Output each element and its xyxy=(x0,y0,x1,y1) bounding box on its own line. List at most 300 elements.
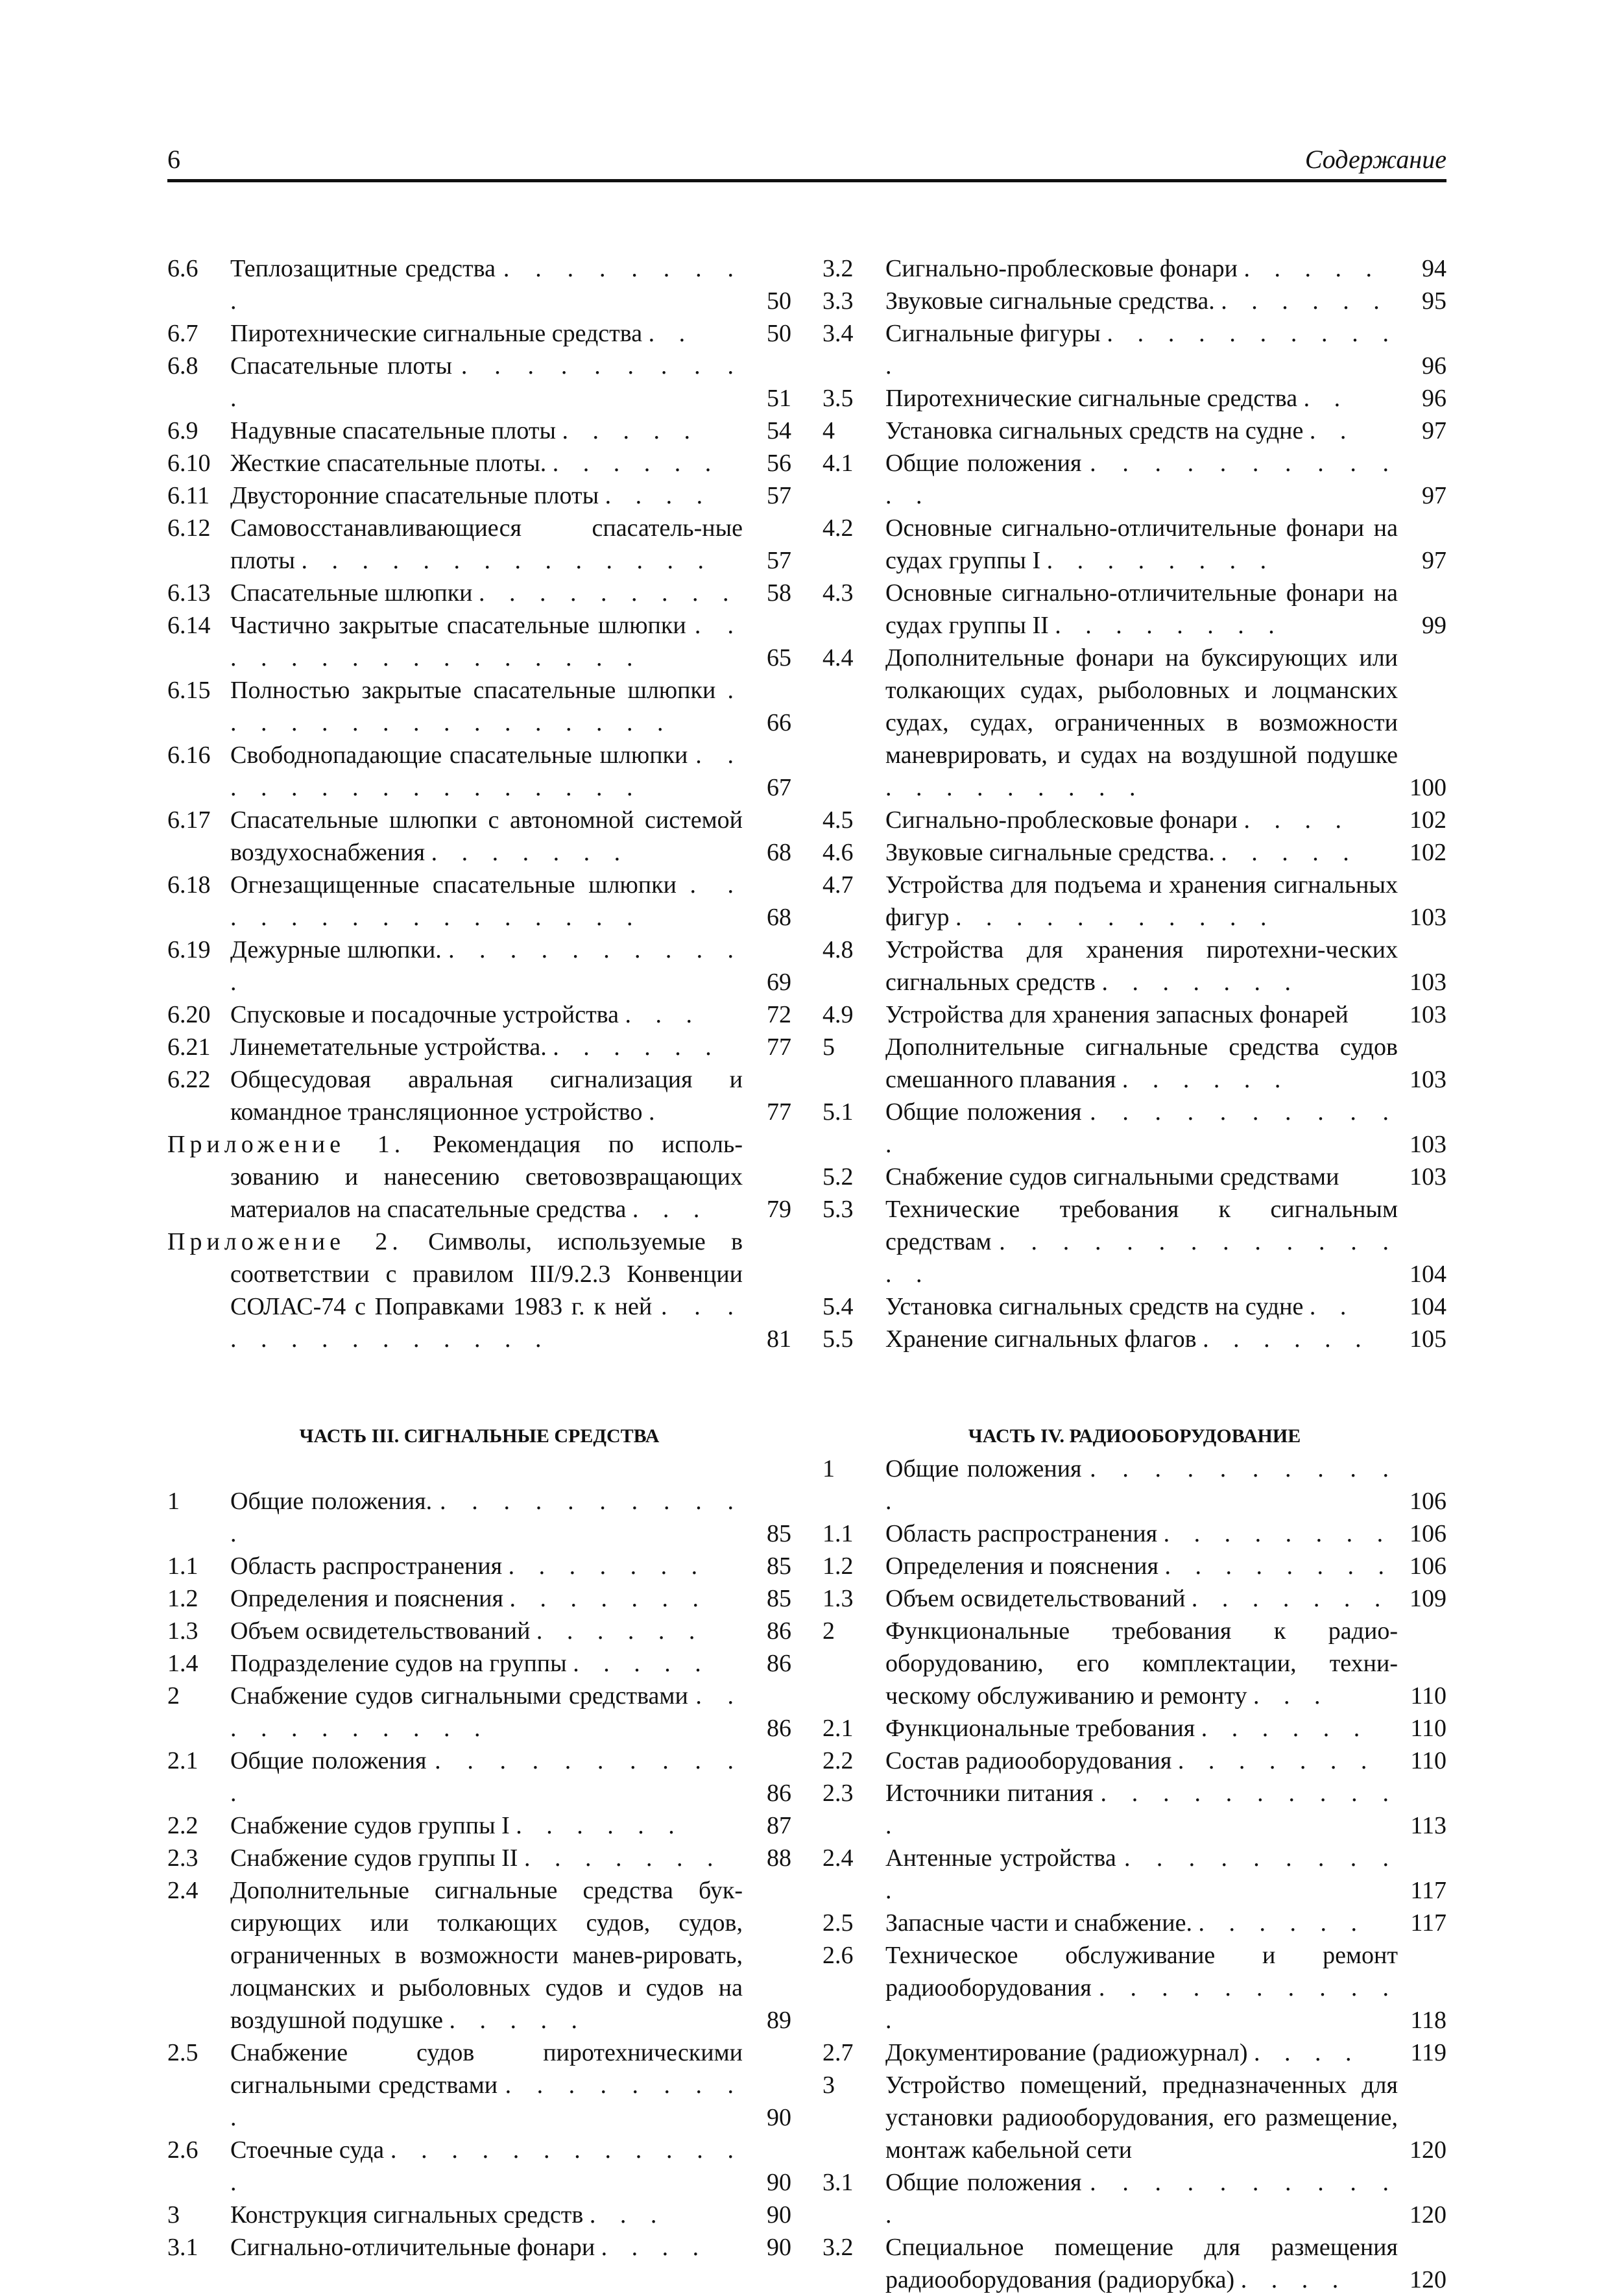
toc-title: Общие положения xyxy=(885,450,1082,477)
toc-page: 65 xyxy=(767,644,791,671)
toc-number: 5.2 xyxy=(822,1163,854,1190)
toc-number: 4.9 xyxy=(822,1001,854,1028)
toc-number: 4.2 xyxy=(822,514,854,542)
toc-number: 6.15 xyxy=(167,677,211,704)
toc-title-line xyxy=(230,1680,743,1745)
leader-dots: . . . . . . . . . . . xyxy=(885,2169,1398,2229)
toc-entry[interactable] xyxy=(167,739,791,804)
toc-number: 3.1 xyxy=(822,2169,854,2196)
toc-title-line xyxy=(885,1582,1398,1615)
toc-title: Снабжение судов сигнальными средствами xyxy=(230,1682,688,1710)
toc-title: Полностью закрытые спасательные шлюпки xyxy=(230,677,716,704)
leader-dots: . . . . . . . . . xyxy=(479,579,738,607)
leader-dots: . . . . . . . . . . . . . . . . xyxy=(230,871,743,931)
toc-entry[interactable] xyxy=(167,1680,791,1745)
toc-entry[interactable] xyxy=(167,674,791,739)
leader-dots: . . . . . . . xyxy=(509,1585,708,1612)
toc-number: 6.13 xyxy=(167,579,211,607)
toc-page: 90 xyxy=(767,2201,791,2229)
spacer xyxy=(167,1453,791,1485)
toc-title: Свободнопадающие спасательные шлюпки xyxy=(230,742,688,769)
toc-title: Специальное помещение для размещения радиооборудования (радиорубка) xyxy=(885,2234,1398,2293)
toc-title-line xyxy=(230,2231,743,2264)
toc-entry[interactable] xyxy=(167,869,791,934)
toc-number: 2.5 xyxy=(167,2039,198,2066)
toc-number: 2.1 xyxy=(822,1715,854,1742)
toc-page: 110 xyxy=(1410,1715,1446,1742)
toc-title: Источники питания xyxy=(885,1780,1094,1807)
toc-title: Определения и пояснения xyxy=(885,1553,1158,1580)
toc-title-line xyxy=(885,317,1398,382)
toc-list-part3 xyxy=(167,1485,791,2264)
toc-page: 81 xyxy=(767,1325,791,1353)
toc-title-line xyxy=(230,869,743,934)
toc-page: 119 xyxy=(1410,2039,1446,2066)
toc-page: 86 xyxy=(767,1715,791,1742)
toc-title: Дополнительные фонари на буксирующих или толкающих судах, рыболовных и лоцманских судах, судах, ограниченных в возможности маневрировать, и судах на воздушной подушке xyxy=(885,644,1398,769)
toc-number: 3.4 xyxy=(822,320,854,347)
leader-dots: . . . . xyxy=(1254,2039,1361,2066)
toc-title: Общие положения xyxy=(885,2169,1082,2196)
toc-page: 104 xyxy=(1410,1261,1446,1288)
toc-page: 72 xyxy=(767,1001,791,1028)
toc-entry[interactable] xyxy=(822,1161,1446,1193)
leader-dots: . . . . . xyxy=(449,2007,586,2034)
toc-title: Установка сигнальных средств на судне xyxy=(885,1293,1304,1320)
toc-title: Снабжение судов пиротехническими сигнальными средствами xyxy=(230,2039,743,2099)
toc-page: 103 xyxy=(1410,1163,1446,1190)
toc-entry[interactable] xyxy=(822,447,1446,512)
leader-dots: . . . . . xyxy=(1243,255,1381,282)
leader-dots: . . . . . . . xyxy=(1191,1585,1390,1612)
leader-dots: . . . . . . . xyxy=(523,1844,723,1872)
toc-title: Технические требования к сигнальным средствам xyxy=(885,1196,1398,1255)
toc-title: Общесудовая авральная сигнализация и командное трансляционное устройство xyxy=(230,1066,743,1126)
toc-title-line xyxy=(230,998,743,1031)
toc-title: Сигнальные фигуры xyxy=(885,320,1101,347)
toc-page: 97 xyxy=(1422,482,1446,509)
toc-title-line xyxy=(885,285,1398,317)
toc-number: 6.19 xyxy=(167,936,211,963)
toc-page: 86 xyxy=(767,1617,791,1645)
toc-number: 3.1 xyxy=(167,2234,198,2261)
toc-title-line xyxy=(230,252,743,317)
toc-page: 90 xyxy=(767,2234,791,2261)
toc-title: Теплозащитные средства xyxy=(230,255,496,282)
toc-number: 2.2 xyxy=(167,1812,198,1839)
toc-title-line xyxy=(885,2036,1398,2069)
toc-title: Снабжение судов группы I xyxy=(230,1812,510,1839)
toc-number: 1.2 xyxy=(167,1585,198,1612)
page-number: 6 xyxy=(167,145,180,174)
toc-title: Снабжение судов группы II xyxy=(230,1844,518,1872)
toc-number: 6.8 xyxy=(167,352,198,380)
toc-number: 4.1 xyxy=(822,450,854,477)
toc-entry[interactable] xyxy=(822,1323,1446,1355)
toc-entry[interactable] xyxy=(167,1809,791,1842)
toc-title-line xyxy=(885,2166,1398,2231)
toc-column-left xyxy=(167,252,791,2264)
toc-entry[interactable] xyxy=(822,1712,1446,1745)
toc-entry[interactable] xyxy=(822,869,1446,934)
toc-entry[interactable] xyxy=(822,934,1446,998)
toc-title: Подразделение судов на группы xyxy=(230,1650,567,1677)
toc-entry[interactable] xyxy=(822,317,1446,382)
toc-number: 1.3 xyxy=(167,1617,198,1645)
leader-dots: . . . . . . xyxy=(1203,1325,1371,1353)
toc-number: 2.6 xyxy=(167,2136,198,2164)
running-header xyxy=(167,141,1446,178)
toc-title: Звуковые сигнальные средства. xyxy=(885,839,1215,866)
toc-entry[interactable] xyxy=(822,998,1446,1031)
leader-dots: . . . . . . . . . . . . . xyxy=(230,2136,743,2196)
toc-entry[interactable] xyxy=(822,2069,1446,2166)
toc-entry[interactable] xyxy=(167,1647,791,1680)
toc-title: Объем освидетельствований xyxy=(885,1585,1186,1612)
toc-entry[interactable] xyxy=(167,1842,791,1874)
toc-title: Основные сигнально-отличительные фонари на судах группы II xyxy=(885,579,1398,639)
toc-entry[interactable] xyxy=(167,1063,791,1128)
toc-title-line xyxy=(230,1874,743,2036)
toc-page: 94 xyxy=(1422,255,1446,282)
toc-entry[interactable] xyxy=(822,2036,1446,2069)
toc-title-line xyxy=(885,1323,1398,1355)
toc-entry[interactable] xyxy=(822,577,1446,642)
toc-title: Спасательные плоты xyxy=(230,352,453,380)
toc-title: Самовосстанавливающиеся спасатель-ные плоты xyxy=(230,514,743,574)
toc-title: Звуковые сигнальные средства. xyxy=(885,287,1215,315)
toc-number: 5.5 xyxy=(822,1325,854,1353)
toc-title-line xyxy=(230,2036,743,2134)
toc-title: Объем освидетельствований xyxy=(230,1617,531,1645)
toc-entry[interactable] xyxy=(822,1907,1446,1939)
toc-title: Надувные спасательные плоты xyxy=(230,417,557,444)
toc-page: 57 xyxy=(767,482,791,509)
toc-title-line xyxy=(885,1842,1398,1907)
toc-entry-appendix-1[interactable] xyxy=(167,1128,791,1226)
leader-dots: . . . . . . . . . . . xyxy=(230,1488,743,1547)
toc-entry[interactable] xyxy=(822,1517,1446,1550)
toc-title-line xyxy=(230,1647,743,1680)
toc-title-line xyxy=(885,804,1398,836)
toc-title: Общие положения xyxy=(885,1455,1082,1482)
toc-entry[interactable] xyxy=(822,1582,1446,1615)
toc-title-line xyxy=(230,1809,743,1842)
toc-page: 90 xyxy=(767,2169,791,2196)
toc-title-line xyxy=(230,415,743,447)
part-title-3: ЧАСТЬ III. СИГНАЛЬНЫЕ СРЕДСТВА xyxy=(299,1425,660,1447)
leader-dots: . . . . . . . xyxy=(1101,969,1300,996)
toc-title-line xyxy=(230,317,743,350)
toc-entry[interactable] xyxy=(822,285,1446,317)
leader-dots: . . . . . . xyxy=(1122,1066,1290,1093)
toc-number: 4.4 xyxy=(822,644,854,671)
toc-page: 87 xyxy=(767,1812,791,1839)
toc-entry[interactable] xyxy=(167,609,791,674)
leader-dots: . . . . . . . . . . . xyxy=(230,936,743,996)
toc-title-line xyxy=(885,2069,1398,2166)
toc-title-line xyxy=(885,1096,1398,1161)
toc-title: Стоечные суда xyxy=(230,2136,385,2164)
toc-title: Жесткие спасательные плоты. xyxy=(230,450,547,477)
toc-entry[interactable] xyxy=(822,1096,1446,1161)
toc-page: 95 xyxy=(1422,287,1446,315)
toc-number: 2.4 xyxy=(167,1877,198,1904)
toc-page: 68 xyxy=(767,904,791,931)
toc-entry[interactable] xyxy=(822,1615,1446,1712)
toc-page: 97 xyxy=(1422,417,1446,444)
toc-number: 4.3 xyxy=(822,579,854,607)
toc-title: Область распространения xyxy=(885,1520,1158,1547)
toc-entry[interactable] xyxy=(822,804,1446,836)
header-rule xyxy=(167,179,1446,182)
toc-page: 96 xyxy=(1422,352,1446,380)
toc-page: 113 xyxy=(1410,1812,1446,1839)
leader-dots: . . . . . . xyxy=(516,1812,684,1839)
toc-entry[interactable] xyxy=(167,415,791,447)
toc-title: Частично закрытые спасательные шлюпки xyxy=(230,612,686,639)
toc-title-line xyxy=(230,804,743,869)
leader-dots: . . . . . . xyxy=(553,1033,721,1061)
toc-entry[interactable] xyxy=(167,2199,791,2231)
toc-title-line xyxy=(885,1290,1398,1323)
toc-number: 6.11 xyxy=(167,482,210,509)
leader-dots: . . . . . . . . . . . xyxy=(885,1780,1398,1839)
toc-number: 6.9 xyxy=(167,417,198,444)
toc-title: Антенные устройства xyxy=(885,1844,1116,1872)
leader-dots: . . . . . . xyxy=(1201,1715,1369,1742)
toc-entry[interactable] xyxy=(167,2231,791,2264)
leader-dots: . . . . . . . . . . . . . . xyxy=(301,547,713,574)
toc-number: 6.16 xyxy=(167,742,211,769)
leader-dots: . . . . . . . . . . . . . . . . xyxy=(230,742,743,801)
part-title-4: ЧАСТЬ IV. РАДИООБОРУДОВАНИЕ xyxy=(968,1425,1301,1447)
toc-page: 57 xyxy=(767,547,791,574)
toc-title-line xyxy=(885,512,1398,577)
toc-entry[interactable] xyxy=(822,1193,1446,1290)
toc-title-line xyxy=(230,350,743,415)
leader-dots: . xyxy=(648,1098,664,1126)
toc-title-line xyxy=(885,1550,1398,1582)
toc-entry[interactable] xyxy=(167,512,791,577)
toc-title-line xyxy=(230,2134,743,2199)
toc-entry[interactable] xyxy=(167,998,791,1031)
toc-entry[interactable] xyxy=(167,447,791,479)
appendix-label: Приложение 2. xyxy=(167,1228,403,1255)
toc-number: 3 xyxy=(167,2201,180,2229)
toc-entry[interactable] xyxy=(822,1290,1446,1323)
toc-entry[interactable] xyxy=(167,317,791,350)
toc-entry[interactable] xyxy=(822,1550,1446,1582)
toc-title-line xyxy=(885,1712,1398,1745)
toc-title-line xyxy=(885,1939,1398,2036)
toc-page: 85 xyxy=(767,1553,791,1580)
toc-title: Устройства для хранения пиротехни-ческих сигнальных средств xyxy=(885,936,1398,996)
toc-entry[interactable] xyxy=(167,1874,791,2036)
toc-title-line xyxy=(885,447,1398,512)
toc-entry[interactable] xyxy=(167,1582,791,1615)
toc-title: Конструкция сигнальных средств xyxy=(230,2201,584,2229)
toc-page: 97 xyxy=(1422,547,1446,574)
leader-dots: . . . . . . . . . . . xyxy=(230,1682,743,1742)
toc-entry[interactable] xyxy=(822,382,1446,415)
toc-title: Устройства для подъема и хранения сигнальных фигур xyxy=(885,871,1398,931)
toc-entry[interactable] xyxy=(822,1939,1446,2036)
leader-dots: . . . . . . . xyxy=(508,1553,707,1580)
toc-title: Двусторонние спасательные плоты xyxy=(230,482,599,509)
toc-page: 89 xyxy=(767,2007,791,2034)
toc-title-line xyxy=(885,1453,1398,1517)
toc-entry[interactable] xyxy=(822,2166,1446,2231)
toc-title-line xyxy=(230,2199,743,2231)
toc-page: 77 xyxy=(767,1098,791,1126)
spacer xyxy=(167,1355,791,1420)
leader-dots: . . . . . . . . . . . xyxy=(885,1455,1398,1515)
toc-entry[interactable] xyxy=(822,2231,1446,2296)
toc-title-line xyxy=(230,1063,743,1128)
toc-entry[interactable] xyxy=(167,479,791,512)
toc-number: 2.6 xyxy=(822,1942,854,1969)
toc-entry[interactable] xyxy=(167,1745,791,1809)
toc-page: 96 xyxy=(1422,385,1446,412)
toc-number: 1.1 xyxy=(822,1520,854,1547)
toc-title-line xyxy=(230,934,743,998)
toc-title-line xyxy=(230,1031,743,1063)
toc-entry[interactable] xyxy=(822,252,1446,285)
leader-dots: . . . . . xyxy=(1221,839,1358,866)
toc-title-line xyxy=(885,1907,1398,1939)
toc-title-line xyxy=(230,609,743,674)
toc-page: 54 xyxy=(767,417,791,444)
leader-dots: . . . xyxy=(1253,1682,1330,1710)
toc-page: 103 xyxy=(1410,969,1446,996)
toc-entry-appendix-2[interactable] xyxy=(167,1226,791,1355)
toc-entry[interactable] xyxy=(167,934,791,998)
running-title: Содержание xyxy=(1304,145,1446,174)
toc-number: 6.20 xyxy=(167,1001,211,1028)
toc-title: Хранение сигнальных флагов xyxy=(885,1325,1197,1353)
leader-dots: . . . . . . . . . . xyxy=(885,1844,1398,1904)
toc-title: Функциональные требования xyxy=(885,1715,1195,1742)
toc-entry[interactable] xyxy=(822,1031,1446,1096)
toc-page: 99 xyxy=(1422,612,1446,639)
toc-number: 5.3 xyxy=(822,1196,854,1223)
toc-number: 6.18 xyxy=(167,871,211,899)
toc-title: Пиротехнические сигнальные средства xyxy=(885,385,1298,412)
toc-title-line xyxy=(885,836,1398,869)
toc-number: 6.7 xyxy=(167,320,198,347)
toc-entry[interactable] xyxy=(167,804,791,869)
leader-dots: . . xyxy=(648,320,695,347)
toc-list-part4 xyxy=(822,1453,1446,2296)
toc-title-line xyxy=(885,2231,1398,2296)
toc-number: 1.4 xyxy=(167,1650,198,1677)
toc-page: 117 xyxy=(1410,1909,1446,1937)
toc-number: 1 xyxy=(822,1455,835,1482)
toc-entry[interactable] xyxy=(822,1842,1446,1907)
toc-title: Основные сигнально-отличительные фонари на судах группы I xyxy=(885,514,1398,574)
toc-title: Дополнительные сигнальные средства бук-сирующих или толкающих судов, судов, ограниченных в возможности манев-рировать, лоцманских и рыболовных судов и судов на воздушной подушке xyxy=(230,1877,743,2034)
toc-title-line xyxy=(885,934,1398,998)
leader-dots: . . . . xyxy=(601,2234,708,2261)
toc-title: Сигнально-проблесковые фонари xyxy=(885,255,1238,282)
toc-title-line xyxy=(885,252,1398,285)
toc-title: Устройство помещений, предназначенных для установки радиооборудования, его размещение, монтаж кабельной сети xyxy=(885,2072,1398,2164)
toc-title: Состав радиооборудования xyxy=(885,1747,1172,1774)
toc-title-line xyxy=(230,674,743,739)
leader-dots: . . . . . . . . . . . . xyxy=(885,450,1398,509)
toc-page: 67 xyxy=(767,774,791,801)
toc-title: Пиротехнические сигнальные средства xyxy=(230,320,643,347)
toc-title: Дополнительные сигнальные средства судов смешанного плавания xyxy=(885,1033,1398,1093)
toc-page: 110 xyxy=(1410,1747,1446,1774)
toc-title-line xyxy=(230,447,743,479)
leader-dots: . . . xyxy=(632,1196,709,1223)
toc-number: 1.1 xyxy=(167,1553,198,1580)
toc-title-line xyxy=(885,1161,1398,1193)
toc-entry[interactable] xyxy=(822,1453,1446,1517)
toc-entry[interactable] xyxy=(167,2134,791,2199)
toc-number: 5.4 xyxy=(822,1293,854,1320)
toc-list-part2-end xyxy=(167,252,791,1128)
toc-entry[interactable] xyxy=(822,415,1446,447)
toc-entry[interactable] xyxy=(822,642,1446,804)
toc-title-line xyxy=(885,382,1398,415)
toc-entry[interactable] xyxy=(822,512,1446,577)
toc-number: 6.10 xyxy=(167,450,211,477)
toc-page: 88 xyxy=(767,1844,791,1872)
toc-title-line xyxy=(885,1745,1398,1777)
toc-entry[interactable] xyxy=(822,1777,1446,1842)
toc-entry[interactable] xyxy=(822,1745,1446,1777)
toc-title: Спусковые и посадочные устройства xyxy=(230,1001,619,1028)
toc-entry[interactable] xyxy=(167,1485,791,1550)
toc-title: Запасные части и снабжение. xyxy=(885,1909,1192,1937)
toc-entry[interactable] xyxy=(167,577,791,609)
toc-page: 58 xyxy=(767,579,791,607)
toc-title-line xyxy=(230,577,743,609)
toc-number: 4.5 xyxy=(822,806,854,834)
toc-page: 103 xyxy=(1410,1066,1446,1093)
leader-dots: . . xyxy=(1309,417,1356,444)
toc-entry[interactable] xyxy=(167,2036,791,2134)
toc-page: 106 xyxy=(1410,1553,1446,1580)
toc-entry[interactable] xyxy=(167,252,791,317)
toc-number: 3.2 xyxy=(822,2234,854,2261)
toc-entry[interactable] xyxy=(167,1550,791,1582)
appendix-label: Приложение 1. xyxy=(167,1131,405,1158)
toc-title: Техническое обслуживание и ремонт радиооборудования xyxy=(885,1942,1398,2001)
toc-page: 102 xyxy=(1410,839,1446,866)
toc-title-line xyxy=(885,642,1398,804)
toc-title: Общие положения. xyxy=(230,1488,433,1515)
toc-title-line xyxy=(885,415,1398,447)
toc-title: Общие положения xyxy=(885,1098,1082,1126)
toc-entry[interactable] xyxy=(822,836,1446,869)
toc-title-line xyxy=(230,1615,743,1647)
toc-entry[interactable] xyxy=(167,350,791,415)
toc-number: 2.7 xyxy=(822,2039,854,2066)
toc-number: 3 xyxy=(822,2072,835,2099)
toc-number: 2.4 xyxy=(822,1844,854,1872)
toc-entry[interactable] xyxy=(167,1031,791,1063)
toc-title-line xyxy=(230,1550,743,1582)
toc-title: Снабжение судов сигнальными средствами xyxy=(885,1163,1339,1190)
leader-dots: . . xyxy=(1303,385,1350,412)
toc-number: 6.17 xyxy=(167,806,211,834)
toc-entry[interactable] xyxy=(167,1615,791,1647)
toc-page: 109 xyxy=(1410,1585,1446,1612)
